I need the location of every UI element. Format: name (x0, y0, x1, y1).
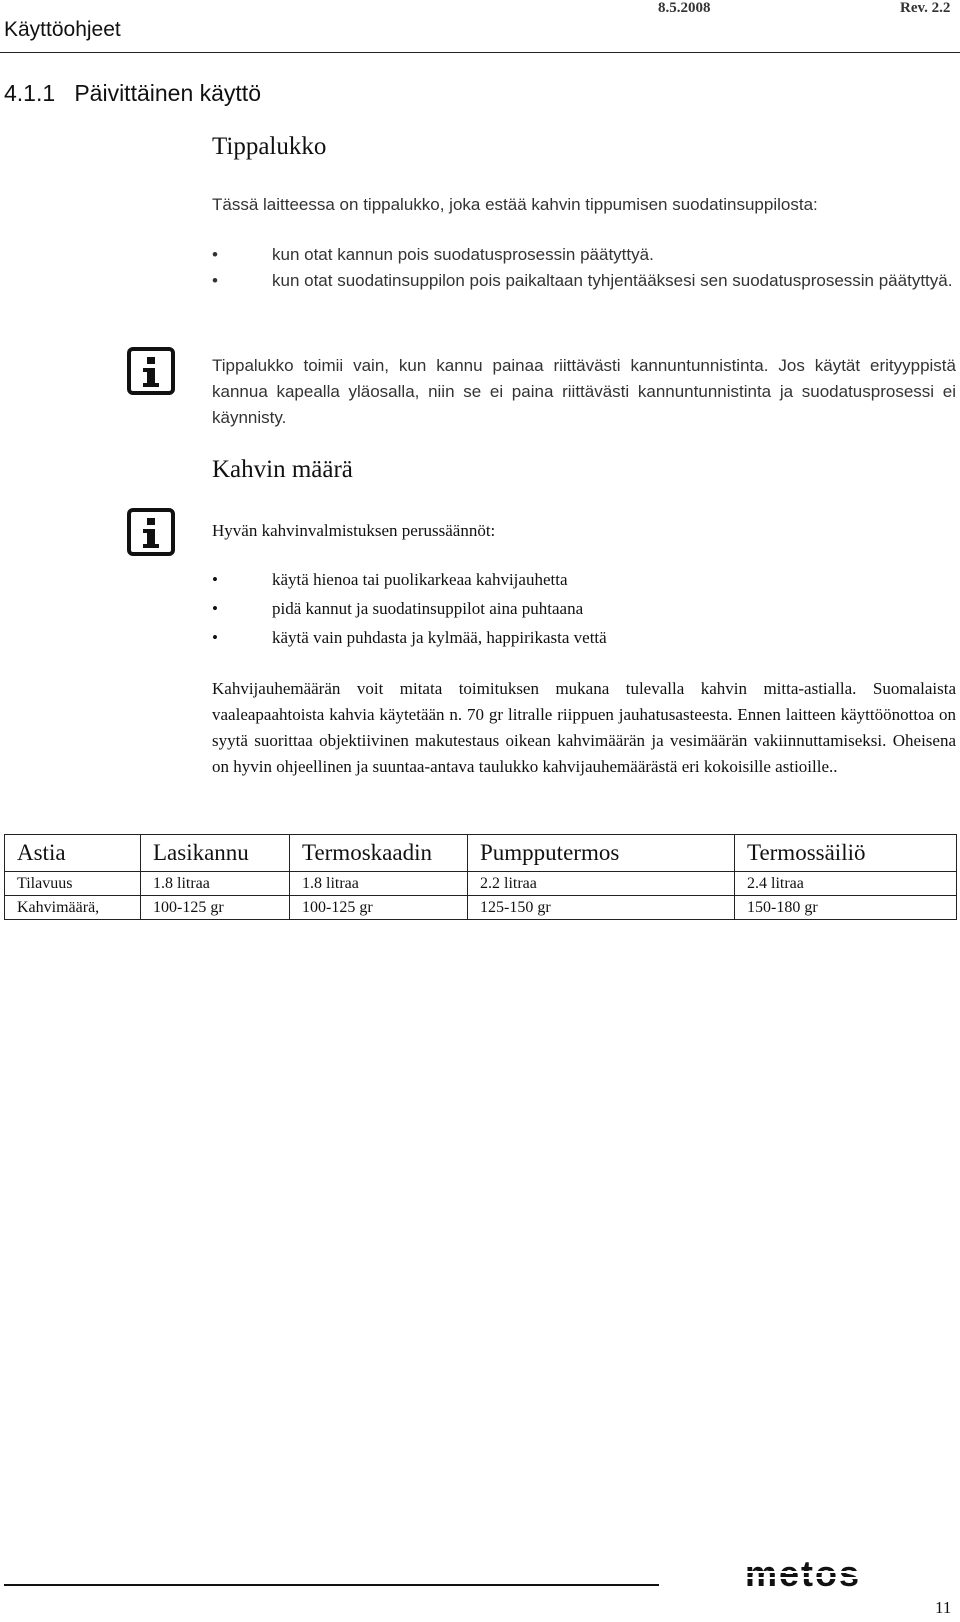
table-cell: 2.2 litraa (468, 872, 735, 896)
metos-logo (745, 1560, 955, 1590)
bullet-icon: • (212, 271, 218, 290)
heading-kahvin-maara: Kahvin määrä (212, 456, 353, 483)
table-header-cell: Termossäiliö (735, 835, 957, 872)
table-header-cell: Termoskaadin (290, 835, 468, 872)
table-cell: Kahvimäärä, (5, 896, 141, 920)
list-item-text: pidä kannut ja suodatinsuppilot aina puhtaana (272, 599, 584, 618)
list-item (212, 242, 956, 268)
coffee-amount-table (4, 834, 957, 920)
list-item-text: kun otat kannun pois suodatusprosessin päätyttyä. (272, 245, 654, 264)
list-item-text: käytä vain puhdasta ja kylmää, happirikasta vettä (272, 628, 607, 647)
bullet-icon: • (212, 628, 218, 647)
table-cell: 100-125 gr (141, 896, 290, 920)
table-cell: 100-125 gr (290, 896, 468, 920)
table-cell: 150-180 gr (735, 896, 957, 920)
table-cell: 125-150 gr (468, 896, 735, 920)
table-cell: 1.8 litraa (290, 872, 468, 896)
page-number: 11 (935, 1598, 952, 1617)
svg-text:metos: metos (745, 1560, 862, 1590)
kahvin-maara-body: Kahvijauhemäärän voit mitata toimituksen mukana tulevalla kahvin mitta-astialla. Suomalaista vaaleapaahtoista kahvia käytetään n. 70 gr litralle riippuen jauhatusasteesta. Ennen laitteen käyttöönottoa on syytä suorittaa objektiivinen makutestaus oikean kahvimäärän ja vesimäärän vakiinnuttamiseksi. Oheisena on hyvin ohjeellinen ja suuntaa-antava taulukko kahvijauhemäärästä eri kokoisille astioille.. (212, 679, 956, 776)
table-header-row (5, 835, 957, 872)
revision-number: Rev. 2.2 (900, 0, 951, 16)
list-item (212, 268, 956, 294)
document-title: Käyttöohjeet (4, 18, 121, 41)
info-icon (127, 508, 175, 556)
tippalukko-note: Tippalukko toimii vain, kun kannu painaa riittävästi kannuntunnistinta. Jos käytät erityyppistä kannua kapealla yläosalla, niin se ei paina riittävästi kannuntunnistinta ja suodatusprosessi ei käynnisty. (212, 356, 956, 427)
tippalukko-intro: Tässä laitteessa on tippalukko, joka estää kahvin tippumisen suodatinsuppilosta: (212, 195, 818, 214)
table-cell: 1.8 litraa (141, 872, 290, 896)
table-header-cell: Astia (5, 835, 141, 872)
table-row (5, 872, 957, 896)
list-item (212, 596, 956, 622)
info-icon (127, 347, 175, 395)
footer-rule (4, 1584, 659, 1586)
table-cell: Tilavuus (5, 872, 141, 896)
kahvin-maara-intro: Hyvän kahvinvalmistuksen perussäännöt: (212, 521, 496, 540)
bullet-icon: • (212, 245, 218, 264)
revision-date: 8.5.2008 (658, 0, 711, 16)
table-row (5, 896, 957, 920)
table-header-cell: Pumpputermos (468, 835, 735, 872)
section-title: 4.1.1 Päivittäinen käyttö (4, 80, 261, 106)
list-item (212, 567, 956, 593)
list-item-text: käytä hienoa tai puolikarkeaa kahvijauhetta (272, 570, 568, 589)
header-rule (0, 52, 960, 53)
bullet-icon: • (212, 599, 218, 618)
bullet-icon: • (212, 570, 218, 589)
list-item-text: kun otat suodatinsuppilon pois paikaltaan tyhjentääksesi sen suodatusprosessin päätyttyä. (272, 271, 953, 290)
table-header-cell: Lasikannu (141, 835, 290, 872)
table-cell: 2.4 litraa (735, 872, 957, 896)
list-item (212, 625, 956, 651)
heading-tippalukko: Tippalukko (212, 133, 327, 160)
